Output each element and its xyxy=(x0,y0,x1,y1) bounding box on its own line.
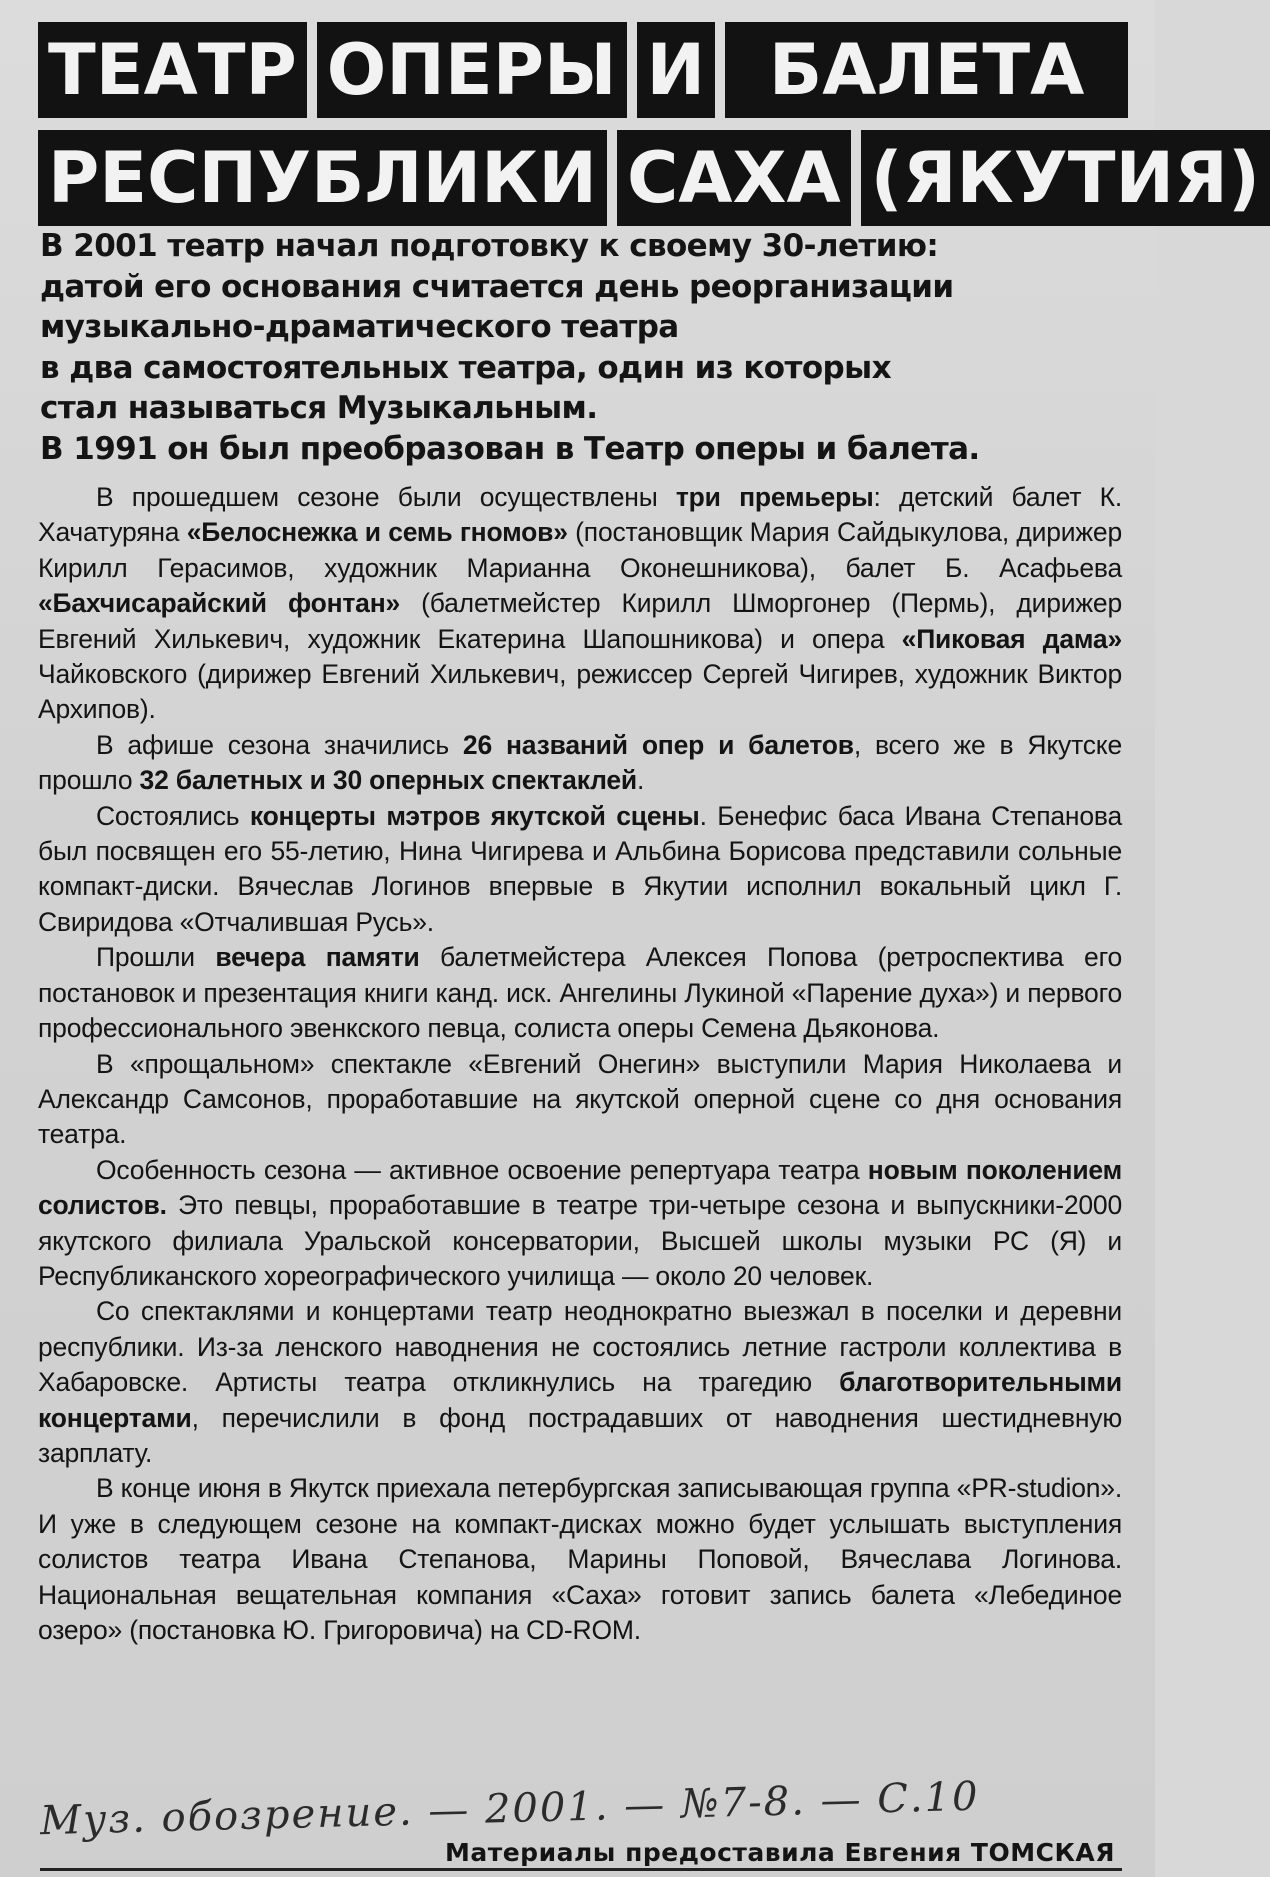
lead-line: датой его основания считается день реорганизации xyxy=(40,268,954,305)
lead-line: в два самостоятельных театра, один из которых xyxy=(40,349,891,386)
headline-word: (ЯКУТИЯ) xyxy=(861,130,1270,226)
headline xyxy=(38,22,1260,226)
headline-line-2 xyxy=(38,130,1260,226)
paragraph-new-soloists: Особенность сезона — активное освоение репертуара театра новым поколением солистов. Это певцы, проработавшие в театре три-четыре сезона и выпускники-2000 якутского филиала Уральской консерватории, Высшей школы музыки РС (Я) и Республиканского хореографического училища — около 20 человек. xyxy=(38,1154,1122,1291)
article-body xyxy=(38,480,1122,1648)
paragraph-memorial-evenings: Прошли вечера памяти балетмейстера Алексея Попова (ретроспектива его постановок и презентация книги канд. иск. Ангелины Лукиной «Парение духа») и первого профессионального эвенкского певца, солиста оперы Семена Дьяконова. xyxy=(38,942,1122,1044)
paragraph-repertoire: В афише сезона значились 26 названий опер и балетов, всего же в Якутске прошло 32 балетных и 30 оперных спектаклей. xyxy=(38,729,1122,796)
headline-word: БАЛЕТА xyxy=(725,22,1128,118)
headline-line-1 xyxy=(38,22,1128,118)
lead-line: стал называться Музыкальным. xyxy=(40,390,598,426)
handwritten-source-note: Муз. обозрение. — 2001. — №7-8. — С.10 xyxy=(39,1773,981,1845)
headline-word: ОПЕРЫ xyxy=(317,22,627,118)
author-credit: Материалы предоставила Евгения ТОМСКАЯ xyxy=(444,1838,1115,1867)
paragraph-tours: Со спектаклями и концертами театр неоднократно выезжал в поселки и деревни республики. Из-за ленского наводнения не состоялись летние гастроли коллектива в Хабаровске. Артисты театра откликнулись на трагедию благотворительными концертами, перечислили в фонд пострадавших от наводнения шестидневную зарплату. xyxy=(38,1296,1122,1468)
lead-line: В 1991 он был преобразован в Театр оперы и балета. xyxy=(40,430,980,467)
lead-line: музыкально-драматического театра xyxy=(40,309,679,345)
headline-word: И xyxy=(637,22,716,118)
headline-word: САХА xyxy=(617,130,851,226)
bottom-rule xyxy=(40,1868,1122,1871)
headline-word: РЕСПУБЛИКИ xyxy=(38,130,607,226)
paragraph-concerts: Состоялись концерты мэтров якутской сцены. Бенефис баса Ивана Степанова был посвящен его 55-летию, Нина Чигирева и Альбина Борисова представили сольные компакт-диски. Вячеслав Логинов впервые в Якутии исполнил вокальный цикл Г. Свиридова «Отчалившая Русь». xyxy=(38,800,1122,937)
paragraph-recordings: В конце июня в Якутск приехала петербургская записывающая группа «PR-studion». И уже в следующем сезоне на компакт-дисках можно будет услышать выступления солистов театра Ивана Степанова, Марины Поповой, Вячеслава Логинова. Национальная вещательная компания «Саха» готовит запись балета «Лебединое озеро» (постановка Ю. Григоровича) на CD-ROM. xyxy=(38,1473,1122,1645)
paragraph-premieres: В прошедшем сезоне были осуществлены три премьеры: детский балет К. Хачатуряна «Белоснежка и семь гномов» (постановщик Мария Сайдыкулова, дирижер Кирилл Герасимов, художник Марианна Оконешникова), балет Б. Асафьева «Бахчисарайский фонтан» (балетмейстер Кирилл Шморгонер (Пермь), дирижер Евгений Хилькевич, художник Екатерина Шапошникова) и опера «Пиковая дама» Чайковского (дирижер Евгений Хилькевич, режиссер Сергей Чигирев, художник Виктор Архипов). xyxy=(38,482,1122,725)
lead-paragraph xyxy=(40,226,1120,469)
lead-line: В 2001 театр начал подготовку к своему 30-летию: xyxy=(40,228,939,264)
paragraph-farewell: В «прощальном» спектакле «Евгений Онегин» выступили Мария Николаева и Александр Самсонов, проработавшие на якутской оперной сцене со дня основания театра. xyxy=(38,1048,1122,1150)
headline-word: ТЕАТР xyxy=(38,22,307,118)
